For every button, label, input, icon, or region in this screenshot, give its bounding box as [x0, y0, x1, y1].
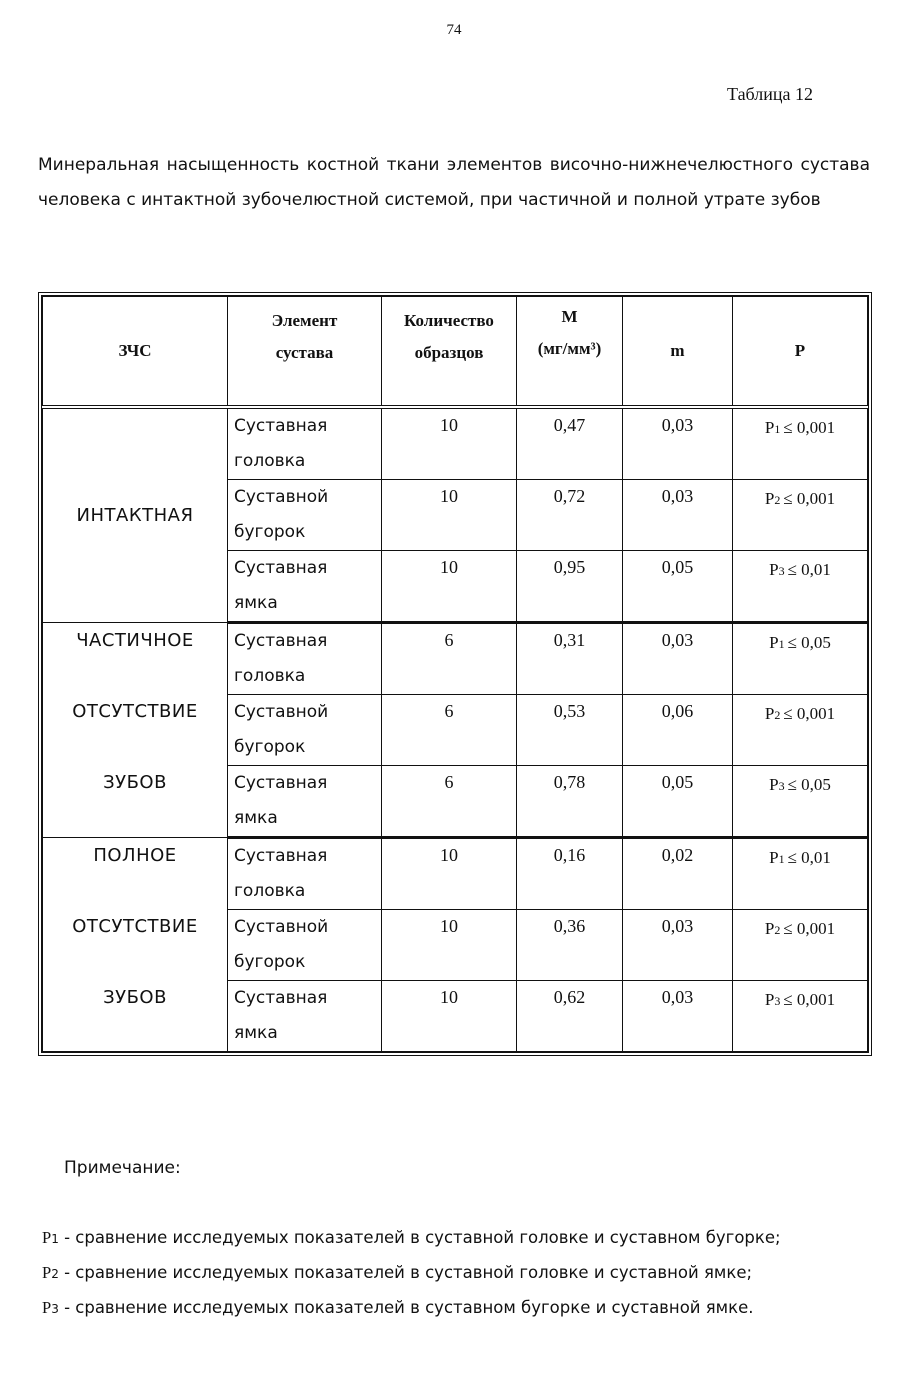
- header-count: Количество образцов: [382, 297, 517, 407]
- table-body: [43, 407, 868, 1052]
- cell-M: 0,36: [517, 909, 623, 980]
- cell-M: 0,72: [517, 479, 623, 550]
- cell-P: P3 ≤ 0,05: [733, 765, 868, 837]
- cell-m: 0,02: [623, 837, 733, 909]
- cell-element: Суставной бугорок: [228, 694, 382, 765]
- cell-count: 6: [382, 694, 517, 765]
- data-table-frame: [38, 292, 872, 1056]
- data-table: [42, 296, 868, 1052]
- cell-element: Суставная головка: [228, 837, 382, 909]
- cell-element: Суставная головка: [228, 622, 382, 694]
- group-label: ЧАСТИЧНОЕ ОТСУТСТВИЕ ЗУБОВ: [43, 622, 228, 837]
- header-m: m: [623, 297, 733, 407]
- header-P: P: [733, 297, 868, 407]
- group-label: ИНТАКТНАЯ: [43, 407, 228, 623]
- table-title: Минеральная насыщенность костной ткани элементов височно-нижнечелюстного сустава человека с интактной зубочелюстной системой, при частичной и полной утрате зубов: [38, 155, 870, 210]
- note-line: P3 - сравнение исследуемых показателей в суставном бугорке и суставной ямке.: [42, 1298, 754, 1317]
- page-number: 74: [446, 22, 462, 38]
- cell-P: P3 ≤ 0,001: [733, 980, 868, 1051]
- header-element: Элемент сустава: [228, 297, 382, 407]
- table-label: Таблица 12: [727, 84, 813, 104]
- cell-P: P1 ≤ 0,01: [733, 837, 868, 909]
- cell-P: P2 ≤ 0,001: [733, 694, 868, 765]
- cell-element: Суставная ямка: [228, 980, 382, 1051]
- table-row: [43, 837, 868, 909]
- header-zcs: ЗЧС: [43, 297, 228, 407]
- note-line: P2 - сравнение исследуемых показателей в суставной головке и суставной ямке;: [42, 1263, 753, 1282]
- note-heading: Примечание:: [64, 1158, 181, 1178]
- cell-m: 0,03: [623, 622, 733, 694]
- cell-P: P1 ≤ 0,001: [733, 407, 868, 480]
- cell-element: Суставной бугорок: [228, 479, 382, 550]
- cell-M: 0,53: [517, 694, 623, 765]
- cell-m: 0,03: [623, 909, 733, 980]
- cell-count: 10: [382, 909, 517, 980]
- cell-element: Суставная головка: [228, 407, 382, 480]
- header-M: М (мг/мм³): [517, 297, 623, 407]
- cell-m: 0,06: [623, 694, 733, 765]
- cell-P: P2 ≤ 0,001: [733, 909, 868, 980]
- cell-count: 6: [382, 622, 517, 694]
- cell-m: 0,03: [623, 407, 733, 480]
- cell-P: P3 ≤ 0,01: [733, 550, 868, 622]
- note-line: P1 - сравнение исследуемых показателей в суставной головке и суставном бугорке;: [42, 1228, 781, 1247]
- cell-m: 0,05: [623, 550, 733, 622]
- table-row: [43, 622, 868, 694]
- cell-count: 10: [382, 479, 517, 550]
- cell-count: 10: [382, 407, 517, 480]
- cell-M: 0,95: [517, 550, 623, 622]
- cell-M: 0,78: [517, 765, 623, 837]
- cell-element: Суставной бугорок: [228, 909, 382, 980]
- cell-P: P2 ≤ 0,001: [733, 479, 868, 550]
- cell-count: 10: [382, 980, 517, 1051]
- table-row: [43, 407, 868, 480]
- cell-P: P1 ≤ 0,05: [733, 622, 868, 694]
- header-row: [43, 297, 868, 407]
- cell-count: 6: [382, 765, 517, 837]
- cell-M: 0,62: [517, 980, 623, 1051]
- cell-m: 0,03: [623, 980, 733, 1051]
- cell-element: Суставная ямка: [228, 765, 382, 837]
- cell-element: Суставная ямка: [228, 550, 382, 622]
- cell-count: 10: [382, 550, 517, 622]
- cell-m: 0,03: [623, 479, 733, 550]
- cell-m: 0,05: [623, 765, 733, 837]
- cell-M: 0,47: [517, 407, 623, 480]
- group-label: ПОЛНОЕ ОТСУТСТВИЕ ЗУБОВ: [43, 837, 228, 1051]
- cell-M: 0,16: [517, 837, 623, 909]
- cell-count: 10: [382, 837, 517, 909]
- cell-M: 0,31: [517, 622, 623, 694]
